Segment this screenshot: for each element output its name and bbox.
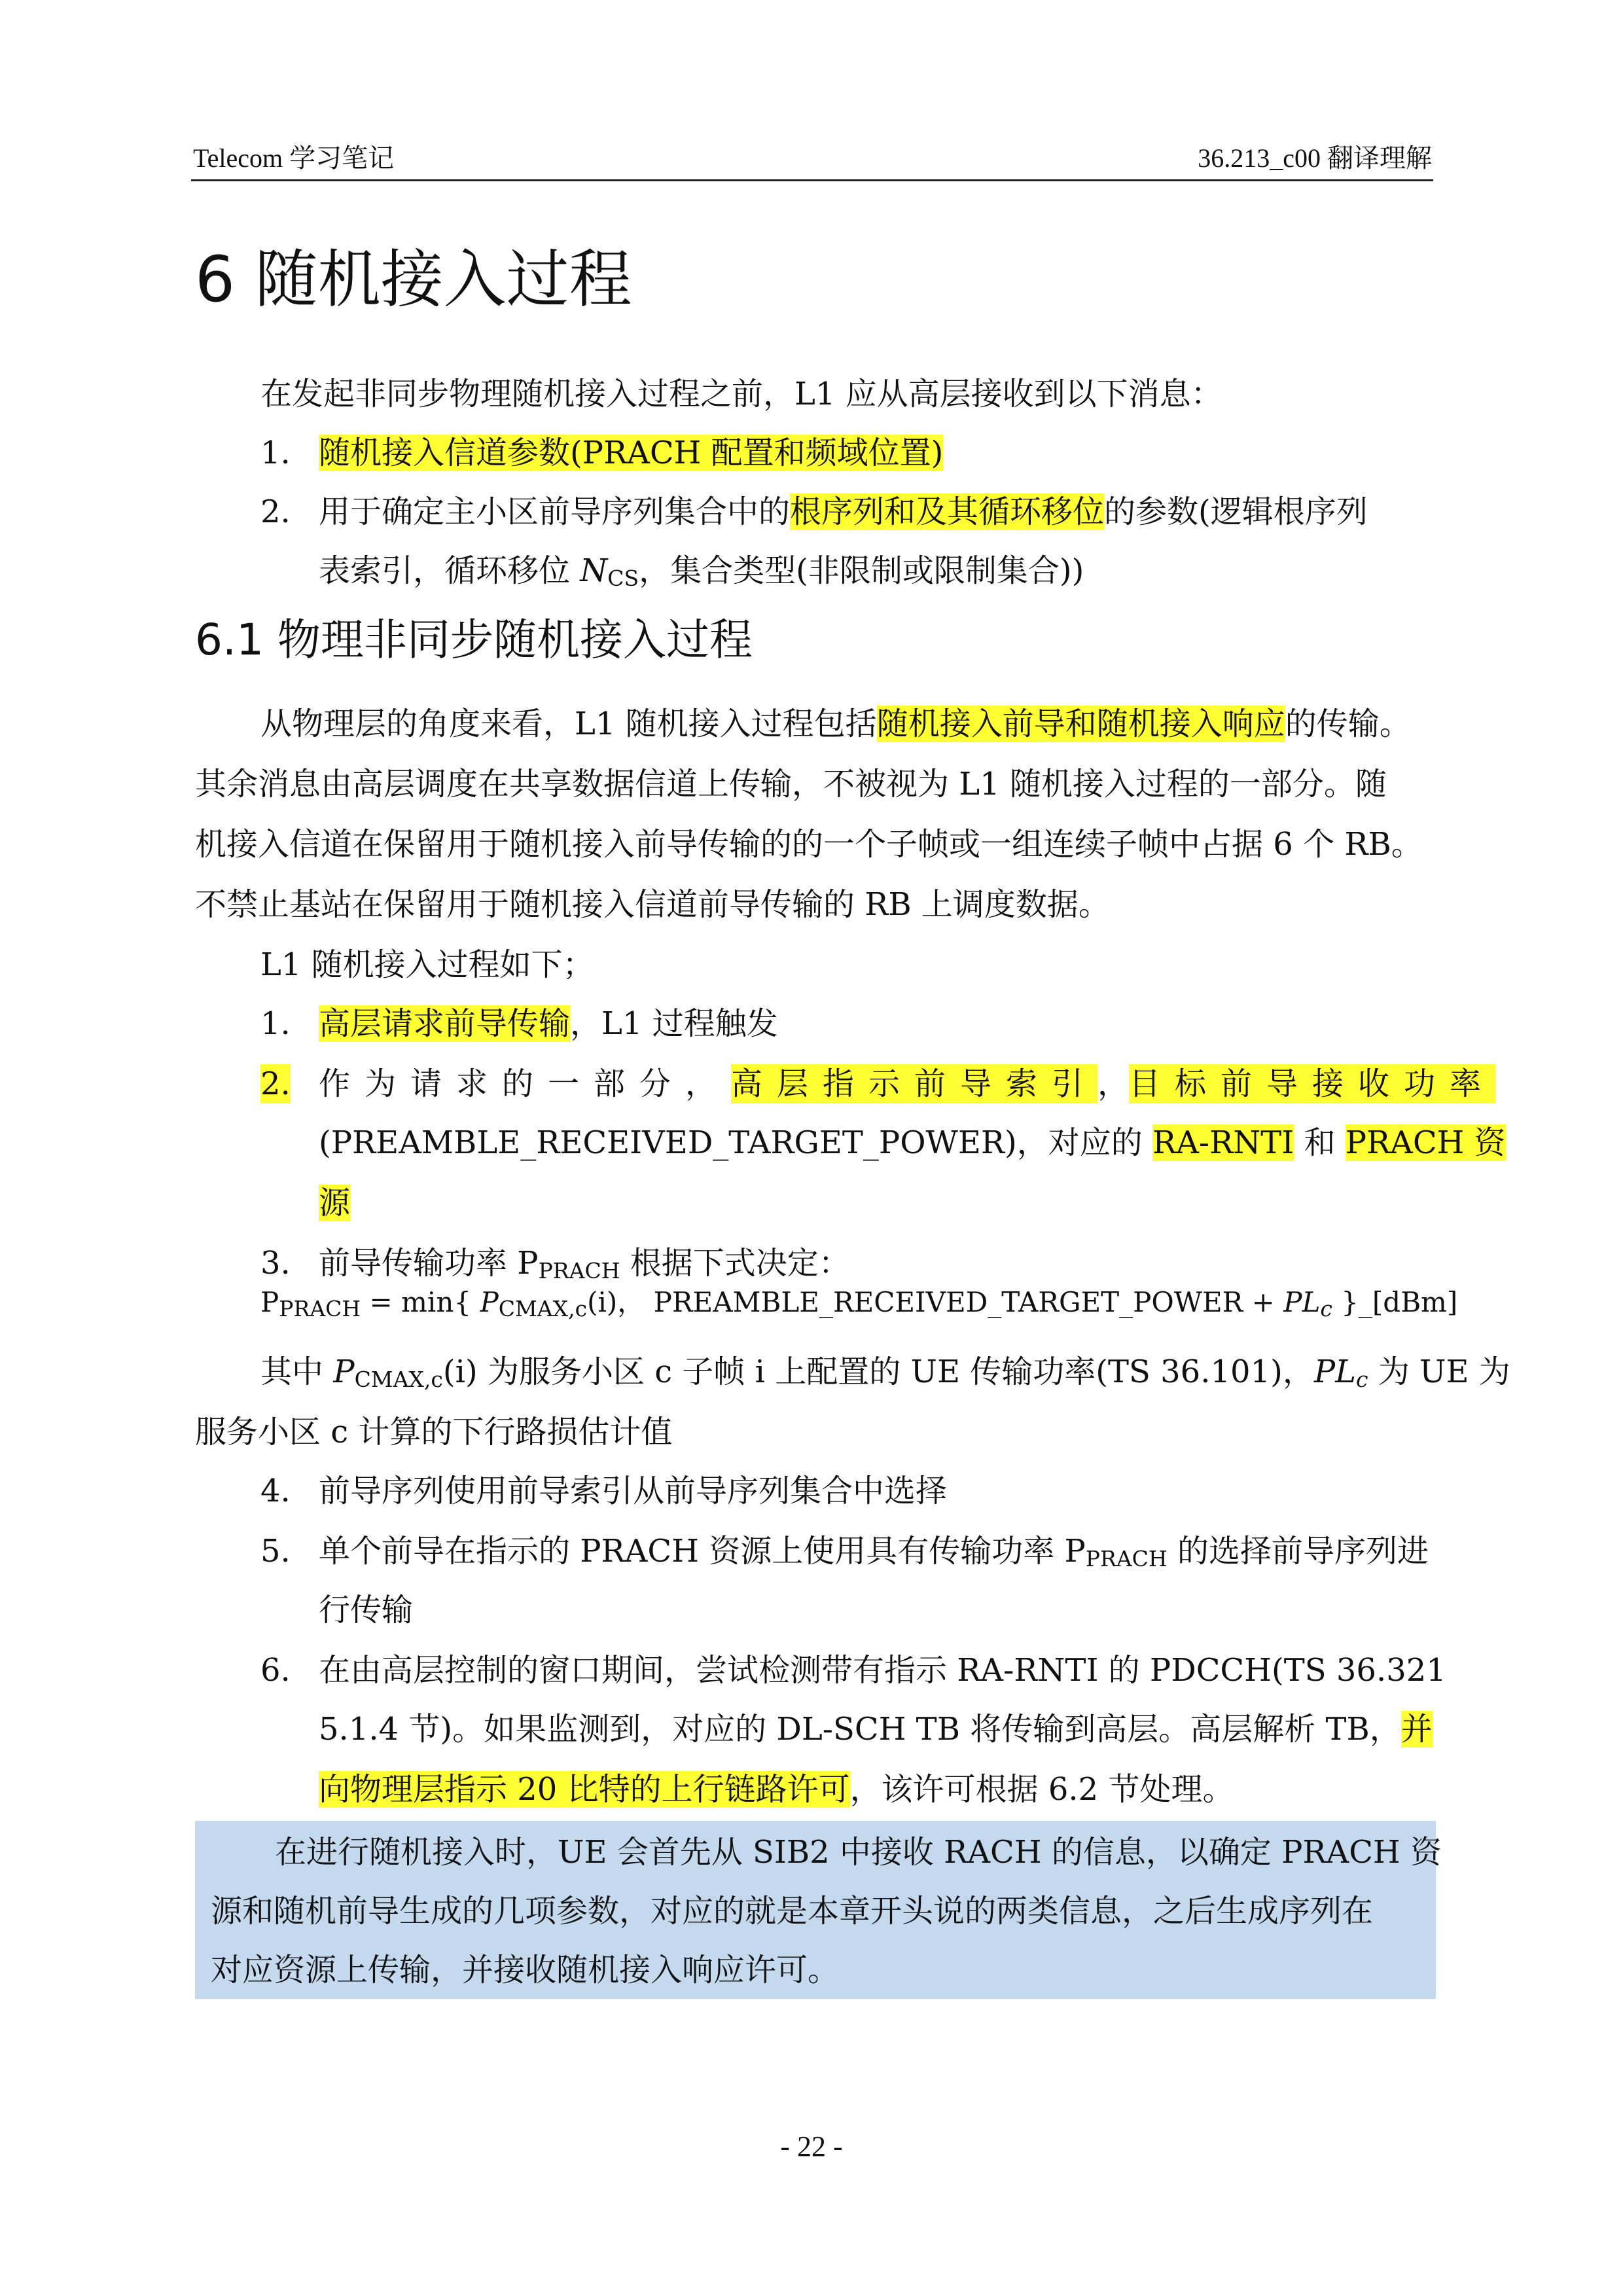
para1-line-2: 其余消息由高层调度在共享数据信道上传输，不被视为 L1 随机接入过程的一部分。随 xyxy=(195,766,1387,802)
note-line-2: 源和随机前导生成的几项参数，对应的就是本章开头说的两类信息，之后生成序列在 xyxy=(211,1893,1374,1929)
para1-line-1 xyxy=(260,704,1411,744)
ncs-subscript: CS xyxy=(607,565,639,591)
intro-item-2-line2-pre: 表索引，循环移位 xyxy=(319,552,580,589)
ncs-variable: N xyxy=(580,552,608,589)
step-1 xyxy=(319,1004,778,1043)
intro-item-2-post: 的参数(逻辑根序列 xyxy=(1104,493,1368,530)
step-2-highlight-3: RA-RNTI xyxy=(1152,1124,1294,1161)
para1-post: 的传输。 xyxy=(1285,706,1411,742)
step-3-number: 3. xyxy=(260,1245,291,1282)
step-6-line-1: 在由高层控制的窗口期间，尝试检测带有指示 RA-RNTI 的 PDCCH(TS 36.321 xyxy=(319,1652,1446,1689)
header-left: Telecom 学习笔记 xyxy=(193,143,395,173)
where-pl-sub: c xyxy=(1356,1367,1368,1392)
section-title: 6.1 物理非同步随机接入过程 xyxy=(195,615,753,665)
step-5-line-2: 行传输 xyxy=(319,1592,414,1628)
step-2-line-2 xyxy=(319,1123,1506,1162)
para1-line-4: 不禁止基站在保留用于随机接入信道前导传输的 RB 上调度数据。 xyxy=(195,886,1110,923)
formula-mid: ， PREAMBLE_RECEIVED_TARGET_POWER + xyxy=(617,1286,1284,1318)
header-right: 36.213_c00 翻译理解 xyxy=(1198,143,1432,173)
step-3-subscript: PRACH xyxy=(538,1258,620,1283)
step-4-number: 4. xyxy=(260,1473,291,1509)
step-4: 前导序列使用前导索引从前导序列集合中选择 xyxy=(319,1473,948,1509)
step-3-post: 根据下式决定： xyxy=(620,1245,850,1282)
step-5-pre: 单个前导在指示的 PRACH 资源上使用具有传输功率 P xyxy=(319,1533,1086,1570)
step-2-line2-mid: 和 xyxy=(1294,1124,1346,1161)
intro-item-2-line2-post: ，集合类型(非限制或限制集合)) xyxy=(639,552,1084,589)
step-3-pre: 前导传输功率 P xyxy=(319,1245,539,1282)
note-box xyxy=(195,1821,1442,1999)
step-6-line-3 xyxy=(319,1770,1234,1809)
step-2-highlight-1: 高层指示前导索引 xyxy=(731,1066,1098,1102)
intro-item-1-number: 1. xyxy=(260,435,291,471)
page-number: - 22 - xyxy=(780,2130,843,2162)
note-line-3: 对应资源上传输，并接收随机接入响应许可。 xyxy=(211,1952,840,1988)
para1-highlight: 随机接入前导和随机接入响应 xyxy=(876,706,1285,742)
formula-end: }_[dBm] xyxy=(1332,1286,1458,1318)
step-2-highlight-5: 源 xyxy=(319,1185,351,1221)
step-2-line2-pre: (PREAMBLE_RECEIVED_TARGET_POWER)，对应的 xyxy=(319,1124,1153,1161)
step-5-line-1 xyxy=(319,1532,1429,1579)
step-1-highlight: 高层请求前导传输 xyxy=(319,1005,571,1042)
step-6-line3-post: ，该许可根据 6.2 节处理。 xyxy=(849,1771,1234,1808)
step-5-number: 5. xyxy=(260,1533,291,1570)
where-post: 为 UE 为 xyxy=(1368,1354,1510,1390)
where-line-2: 服务小区 c 计算的下行路损估计值 xyxy=(195,1414,673,1450)
step-1-post: ，L1 过程触发 xyxy=(570,1005,778,1042)
step-5-subscript: PRACH xyxy=(1085,1546,1168,1571)
step-6-highlight-1: 并 xyxy=(1400,1711,1433,1748)
formula-pl: PL xyxy=(1283,1286,1321,1318)
step-2-line-1 xyxy=(319,1064,1496,1103)
formula-cmax-sub: CMAX,c xyxy=(498,1296,588,1321)
step-6-line-2 xyxy=(319,1710,1433,1749)
step-1-number: 1. xyxy=(260,1005,291,1042)
intro-item-1-highlight: 随机接入信道参数(PRACH 配置和频域位置) xyxy=(319,435,944,471)
step-2-highlight-4: PRACH 资 xyxy=(1345,1124,1506,1161)
formula-p-sub: PRACH xyxy=(279,1296,361,1321)
power-formula xyxy=(260,1283,1457,1329)
intro-item-2-pre: 用于确定主小区前导序列集合中的 xyxy=(319,493,791,530)
where-mid: 为服务小区 c 子帧 i 上配置的 UE 传输功率(TS 36.101)， xyxy=(477,1354,1314,1390)
para1-pre: 从物理层的角度来看，L1 随机接入过程包括 xyxy=(260,706,877,742)
chapter-title: 6 随机接入过程 xyxy=(195,243,632,316)
step-2-highlight-2: 目标前导接收功率 xyxy=(1129,1066,1496,1102)
formula-pl-sub: c xyxy=(1320,1296,1332,1321)
formula-eq: = min{ xyxy=(361,1286,480,1318)
header-rule xyxy=(191,179,1433,181)
para1-line-3: 机接入信道在保留用于随机接入前导传输的的一个子帧或一组连续子帧中占据 6 个 RB。 xyxy=(195,826,1423,863)
where-arg: (i) xyxy=(442,1354,478,1390)
step-2-pre: 作为请求的一部分， xyxy=(319,1066,732,1102)
step-5-post: 的选择前导序列进 xyxy=(1167,1533,1429,1570)
step-6-number: 6. xyxy=(260,1652,291,1689)
where-pl: PL xyxy=(1313,1354,1356,1390)
step-2-line-3 xyxy=(319,1183,350,1223)
intro-item-2-highlight: 根序列和及其循环移位 xyxy=(790,493,1105,530)
intro-item-2-line-1 xyxy=(319,492,1368,531)
where-pre: 其中 xyxy=(260,1354,334,1390)
where-cmax: P xyxy=(333,1354,355,1390)
intro-item-2-number: 2. xyxy=(260,493,291,530)
step-6-highlight-2: 向物理层指示 20 比特的上行链路许可 xyxy=(319,1771,850,1808)
step-6-line2-pre: 5.1.4 节)。如果监测到，对应的 DL-SCH TB 将传输到高层。高层解析 TB， xyxy=(319,1711,1401,1748)
formula-cmax: P xyxy=(480,1286,499,1318)
intro-item-2-line-2 xyxy=(319,551,1084,598)
step-2-comma: ， xyxy=(1097,1066,1130,1102)
where-cmax-sub: CMAX,c xyxy=(354,1367,443,1392)
intro-text: 在发起非同步物理随机接入过程之前，L1 应从高层接收到以下消息： xyxy=(260,376,1222,412)
formula-p: P xyxy=(260,1286,279,1318)
formula-arg: (i) xyxy=(587,1286,618,1318)
intro-item-1 xyxy=(319,433,943,473)
procedure-intro: L1 随机接入过程如下； xyxy=(260,946,594,983)
note-line-1: 在进行随机接入时，UE 会首先从 SIB2 中接收 RACH 的信息，以确定 PRACH 资 xyxy=(275,1834,1442,1871)
where-line-1 xyxy=(260,1352,1510,1399)
step-2-number: 2. xyxy=(260,1066,291,1102)
